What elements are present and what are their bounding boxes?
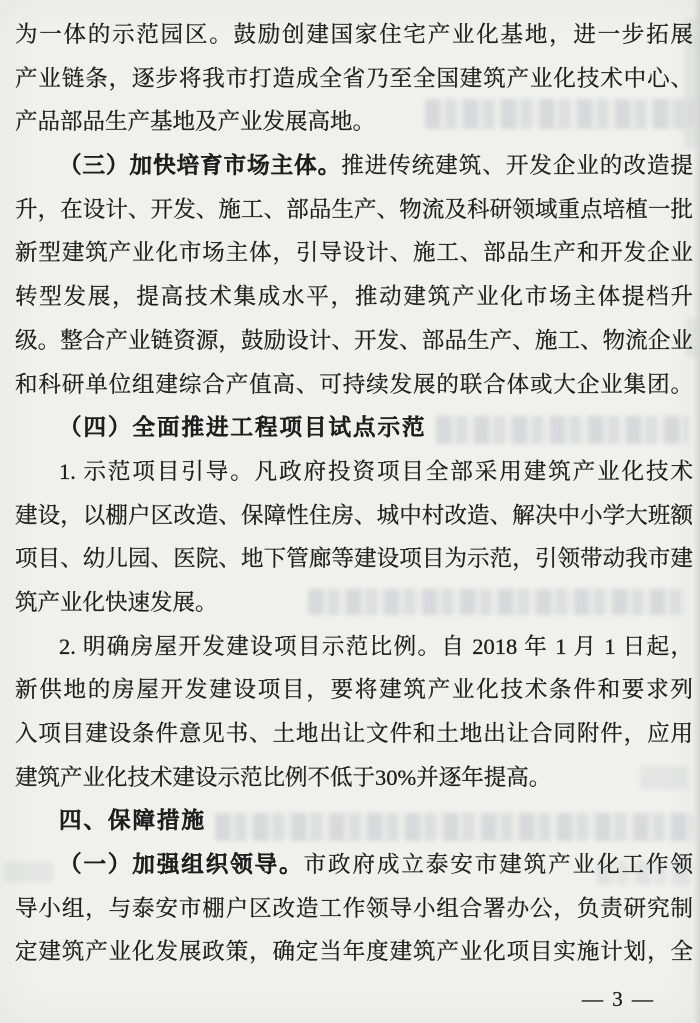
line-text: 项目、幼儿园、医院、地下管廊等建设项目为示范，引领带动我市建: [15, 546, 693, 572]
line-text: 2. 明确房屋开发建设项目示范比例。自 2018 年 1 月 1 日起，: [59, 633, 693, 659]
line-text: 建设，以棚户区改造、保障性住房、城中村改造、解决中小学大班额: [15, 502, 693, 528]
page-number: — 3 —: [582, 987, 655, 1011]
text-line: [15, 231, 693, 275]
line-text: 转型发展，提高技术集成水平，推动建筑产业化市场主体提档升: [15, 284, 693, 310]
text-line: [15, 450, 693, 494]
line-text: 1. 示范项目引导。凡政府投资项目全部采用建筑产业化技术: [59, 458, 693, 484]
text-line: [15, 13, 693, 57]
bold-lead-in: （三）加快培育市场主体。: [59, 153, 342, 179]
text-line: [15, 581, 693, 625]
line-text: 产品部品生产基地及产业发展高地。: [15, 109, 376, 135]
section-heading: [15, 406, 693, 450]
bold-lead-in: （一）加强组织领导。: [59, 852, 304, 878]
text-line: [15, 930, 693, 974]
bold-lead-in: 四、保障措施: [59, 808, 207, 834]
text-line: [15, 188, 693, 232]
text-line: [15, 843, 693, 887]
text-line: [15, 57, 693, 101]
text-line: [15, 100, 693, 144]
text-line: [15, 363, 693, 407]
text-line: [15, 625, 693, 669]
line-text: 产业链条，逐步将我市打造成全省乃至全国建筑产业化技术中心、: [15, 65, 693, 91]
section-heading: [15, 799, 693, 843]
line-text: 为一体的示范园区。鼓励创建国家住宅产业化基地，进一步拓展: [15, 22, 693, 47]
line-text: 和科研单位组建综合产值高、可持续发展的联合体或大企业集团。: [15, 371, 693, 397]
line-text: 定建筑产业化发展政策，确定当年度建筑产业化项目实施计划，全: [15, 939, 693, 965]
bold-lead-in: （四）全面推进工程项目试点示范: [59, 415, 427, 441]
text-line: [15, 712, 693, 756]
line-text: 入项目建设条件意见书、土地出让文件和土地出让合同附件，应用: [15, 721, 693, 746]
document-body: [15, 13, 693, 974]
scan-edge-shadow: [693, 0, 700, 1023]
line-text: 市政府成立泰安市建筑产业化工作领: [303, 852, 693, 878]
text-line: [15, 887, 693, 931]
text-line: [15, 756, 693, 800]
line-text: 级。整合产业链资源，鼓励设计、开发、部品生产、施工、物流企业: [15, 327, 693, 353]
text-line: [15, 668, 693, 712]
text-line: [15, 537, 693, 581]
line-text: 导小组，与泰安市棚户区改造工作领导小组合署办公，负责研究制: [15, 895, 693, 921]
text-line: [15, 319, 693, 363]
text-line: [15, 144, 693, 188]
line-text: 新型建筑产业化市场主体，引导设计、施工、部品生产和开发企业: [15, 240, 693, 266]
line-text: 升，在设计、开发、施工、部品生产、物流及科研领域重点培植一批: [15, 196, 693, 222]
line-text: 建筑产业化技术建设示范比例不低于30%并逐年提高。: [15, 764, 552, 790]
text-line: [15, 494, 693, 538]
line-text: 筑产业化快速发展。: [15, 589, 218, 615]
line-text: 新供地的房屋开发建设项目，要将建筑产业化技术条件和要求列: [15, 677, 693, 703]
line-text: 推进传统建筑、开发企业的改造提: [341, 153, 693, 179]
text-line: [15, 275, 693, 319]
